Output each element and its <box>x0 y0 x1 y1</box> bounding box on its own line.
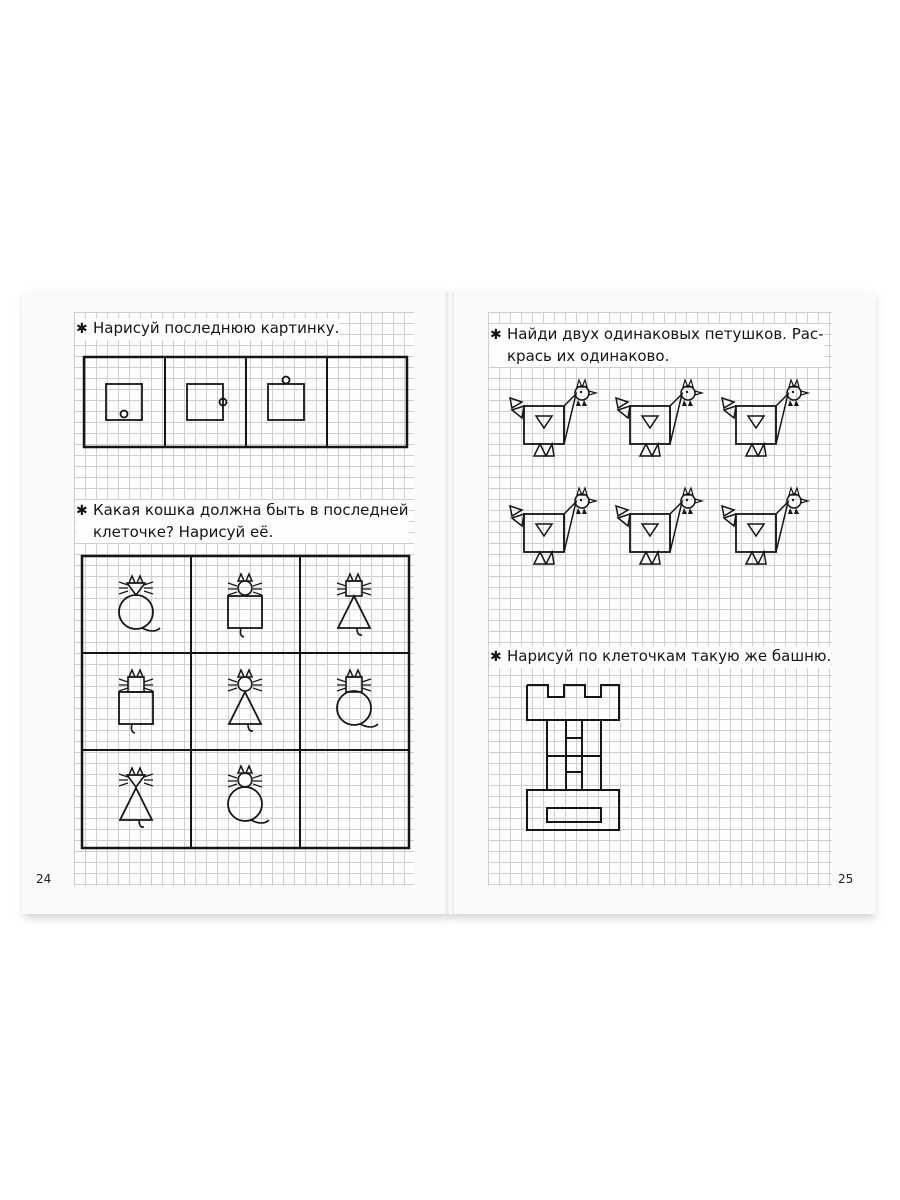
task-2-line-2: клеточке? Нарисуй её. <box>93 523 274 541</box>
task-3-line-2: крась их одинаково. <box>507 347 670 365</box>
task-3-line-1: Найди двух одинаковых петушков. Рас- <box>507 325 824 343</box>
task-4-text: Нарисуй по клеточкам такую же башню. <box>507 647 832 665</box>
task-1-text: Нарисуй последнюю картинку. <box>93 319 340 337</box>
task-2-line-1: Какая кошка должна быть в последней <box>93 501 409 519</box>
asterisk-star-icon: ✱ <box>76 503 88 519</box>
asterisk-star-icon: ✱ <box>490 327 502 343</box>
asterisk-star-icon: ✱ <box>76 321 88 337</box>
page-number-left: 24 <box>36 872 52 886</box>
page-number-right: 25 <box>838 872 854 886</box>
asterisk-star-icon: ✱ <box>490 649 502 665</box>
